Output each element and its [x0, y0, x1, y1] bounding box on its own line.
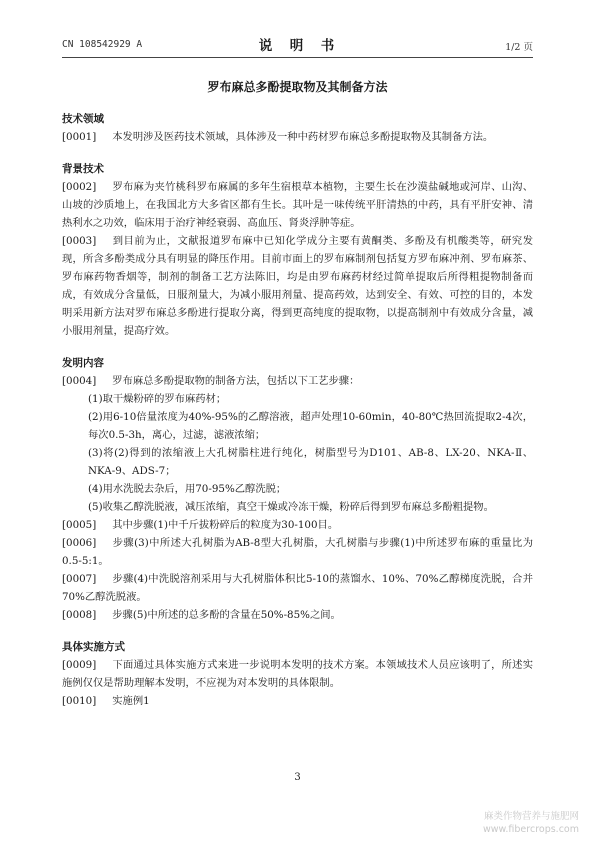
document-body [62, 110, 533, 710]
section-heading: 技术领域 [62, 113, 104, 125]
section-background [62, 160, 533, 340]
section-invention [62, 354, 533, 624]
document-title: 罗布麻总多酚提取物及其制备方法 [207, 80, 388, 94]
paragraph-text: 下面通过具体实施方式来进一步说明本发明的技术方案。本领域技术人员应该明了，所述实施例仅仅是帮助理解本发明，不应视为对本发明的具体限制。 [62, 659, 533, 689]
watermark [483, 810, 579, 836]
paragraph-number: [0008] [62, 609, 97, 621]
paragraph-number: [0002] [62, 181, 97, 193]
paragraph-number: [0004] [62, 375, 97, 387]
paragraph-0002 [62, 178, 533, 232]
process-step-5: (5)收集乙醇洗脱液，减压浓缩，真空干燥或冷冻干燥，粉碎后得到罗布麻总多酚粗提物。 [88, 501, 494, 513]
section-heading: 发明内容 [62, 357, 104, 369]
process-step-1: (1)取干燥粉碎的罗布麻药材； [88, 393, 227, 405]
page-info: 1/2 页 [505, 42, 533, 53]
section-heading: 具体实施方式 [62, 641, 125, 653]
page-number: 3 [294, 772, 301, 783]
paragraph-number: [0009] [62, 659, 97, 671]
patent-number: CN 108542929 A [62, 39, 143, 50]
paragraph-number: [0006] [62, 537, 97, 549]
paragraph-number: [0001] [62, 131, 97, 143]
section-embodiment [62, 638, 533, 710]
paragraph-0006 [62, 534, 533, 570]
process-step-2: (2)用6-10倍量浓度为40%-95%的乙醇溶液，超声处理10-60min，40-80℃热回流提取2-4次，每次0.5-3h，离心，过滤，滤液浓缩； [88, 411, 533, 441]
paragraph-0008 [62, 606, 533, 624]
paragraph-0007 [62, 570, 533, 606]
process-step-4: (4)用水洗脱去杂后，用70-95%乙醇洗脱； [88, 483, 287, 495]
paragraph-text: 罗布麻总多酚提取物的制备方法，包括以下工艺步骤： [112, 375, 360, 387]
paragraph-text: 步骤(4)中洗脱溶剂采用与大孔树脂体积比5-10的蒸馏水、10%、70%乙醇梯度洗脱，合并70%乙醇洗脱液。 [62, 573, 533, 603]
paragraph-number: [0007] [62, 573, 97, 585]
paragraph-number: [0005] [62, 519, 97, 531]
paragraph-0005 [62, 516, 533, 534]
process-step-3: (3)将(2)得到的浓缩液上大孔树脂柱进行纯化，树脂型号为D101、AB-8、LX-20、NKA-Ⅱ、NKA-9、ADS-7； [88, 447, 533, 477]
paragraph-text: 其中步骤(1)中千斤拔粉碎后的粒度为30-100目。 [112, 519, 339, 531]
paragraph-0003 [62, 232, 533, 340]
paragraph-0009 [62, 656, 533, 692]
paragraph-number: [0003] [62, 235, 97, 247]
document-type: 说 明 书 [258, 38, 337, 54]
paragraph-text: 本发明涉及医药技术领域，具体涉及一种中药材罗布麻总多酚提取物及其制备方法。 [112, 131, 494, 143]
watermark-site-name: 麻类作物营养与施肥网 [483, 811, 579, 822]
section-tech-field [62, 110, 533, 146]
paragraph-text: 罗布麻为夹竹桃科罗布麻属的多年生宿根草本植物，主要生长在沙漠盐碱地或河岸、山沟、山坡的沙质地上，在我国北方大多省区都有生长。其叶是一味传统平肝清热的中药，具有平肝安神、清热利水之功效，临床用于治疗神经衰弱、高血压、肾炎浮肿等症。 [62, 181, 533, 229]
paragraph-0010 [62, 692, 533, 710]
paragraph-number: [0010] [62, 695, 97, 707]
paragraph-text: 实施例1 [112, 695, 150, 707]
paragraph-text: 步骤(3)中所述大孔树脂为AB-8型大孔树脂，大孔树脂与步骤(1)中所述罗布麻的重量比为0.5-5:1。 [62, 537, 533, 567]
paragraph-text: 步骤(5)中所述的总多酚的含量在50%-85%之间。 [112, 609, 341, 621]
paragraph-text: 到目前为止，文献报道罗布麻中已知化学成分主要有黄酮类、多酚及有机酸类等，研究发现，所含多酚类成分具有明显的降压作用。目前市面上的罗布麻制剂包括复方罗布麻冲剂、罗布麻茶、罗布麻药物香烟等，制剂的制备工艺方法陈旧，均是由罗布麻药材经过简单提取后所得粗提物制备而成，有效成分含量低，日服剂量大，为减小服用剂量、提高药效，达到安全、有效、可控的目的，本发明采用新方法对罗布麻总多酚进行提取分离，得到更高纯度的提取物，以提高制剂中有效成分含量，减小服用剂量，提高疗效。 [62, 235, 533, 337]
section-heading: 背景技术 [62, 163, 104, 175]
paragraph-0004 [62, 372, 533, 390]
watermark-url: www.fibercrops.com [482, 824, 579, 835]
header-divider [62, 57, 533, 58]
paragraph-0001 [62, 128, 533, 146]
